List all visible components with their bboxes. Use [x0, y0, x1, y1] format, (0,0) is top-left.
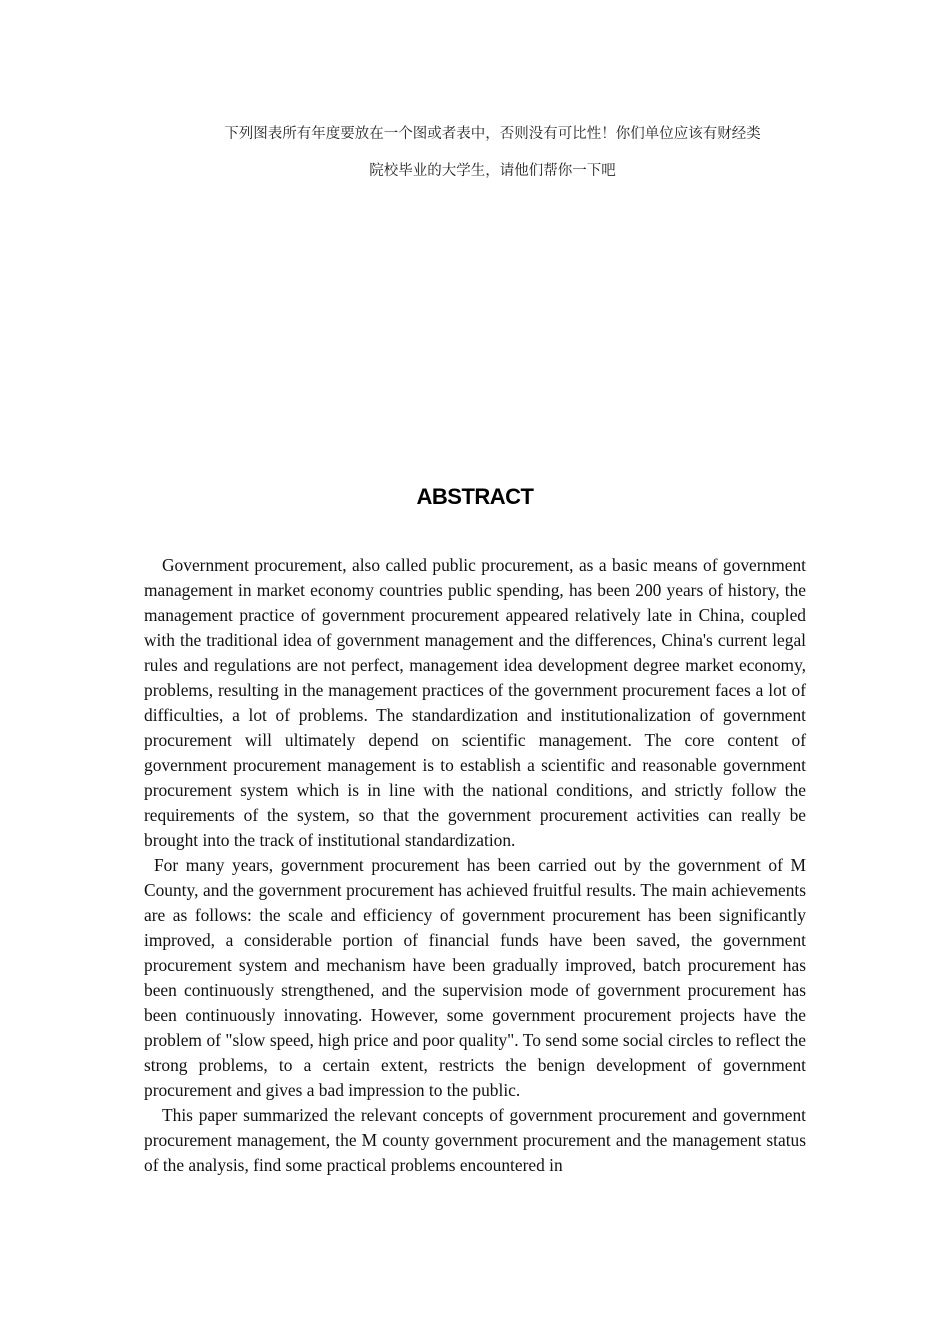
abstract-heading: ABSTRACT [416, 484, 534, 509]
abstract-paragraph-3: This paper summarized the relevant concepts of government procurement and government procurement management, the M county government procurement and the management status of the analysis, find some practical problems encountered in [144, 1105, 806, 1175]
abstract-paragraph-1: Government procurement, also called public procurement, as a basic means of government management in market economy countries public spending, has been 200 years of history, the management practice of government procurement appeared relatively late in China, coupled with the traditional idea of government management and the differences, China's current legal rules and regulations are not perfect, management idea development degree market economy, problems, resulting in the management practices of the government procurement faces a lot of difficulties, a lot of problems. The standardization and institutionalization of government procurement will ultimately depend on scientific management. The core content of government procurement management is to establish a scientific and reasonable government procurement system which is in line with the national conditions, and strictly follow the requirements of the system, so that the government procurement activities can really be brought into the track of institutional standardization. [144, 555, 806, 850]
abstract-paragraph-2: For many years, government procurement has been carried out by the government of M County, and the government procurement has achieved fruitful results. The main achievements are as follows: the scale and efficiency of government procurement has been significantly improved, a considerable portion of financial funds have been saved, the government procurement system and mechanism have been gradually improved, batch procurement has been continuously strengthened, and the supervision mode of government procurement has been continuously innovating. However, some government procurement projects have the problem of "slow speed, high price and poor quality". To send some social circles to reflect the strong problems, to a certain extent, restricts the benign development of government procurement and gives a bad impression to the public. [144, 855, 806, 1100]
reviewer-note [140, 116, 845, 190]
reviewer-note-line-1: 下列图表所有年度要放在一个图或者表中，否则没有可比性！你们单位应该有财经类 [224, 126, 761, 142]
abstract-body [144, 553, 806, 1178]
reviewer-note-line-2: 院校毕业的大学生，请他们帮你一下吧 [369, 163, 616, 179]
